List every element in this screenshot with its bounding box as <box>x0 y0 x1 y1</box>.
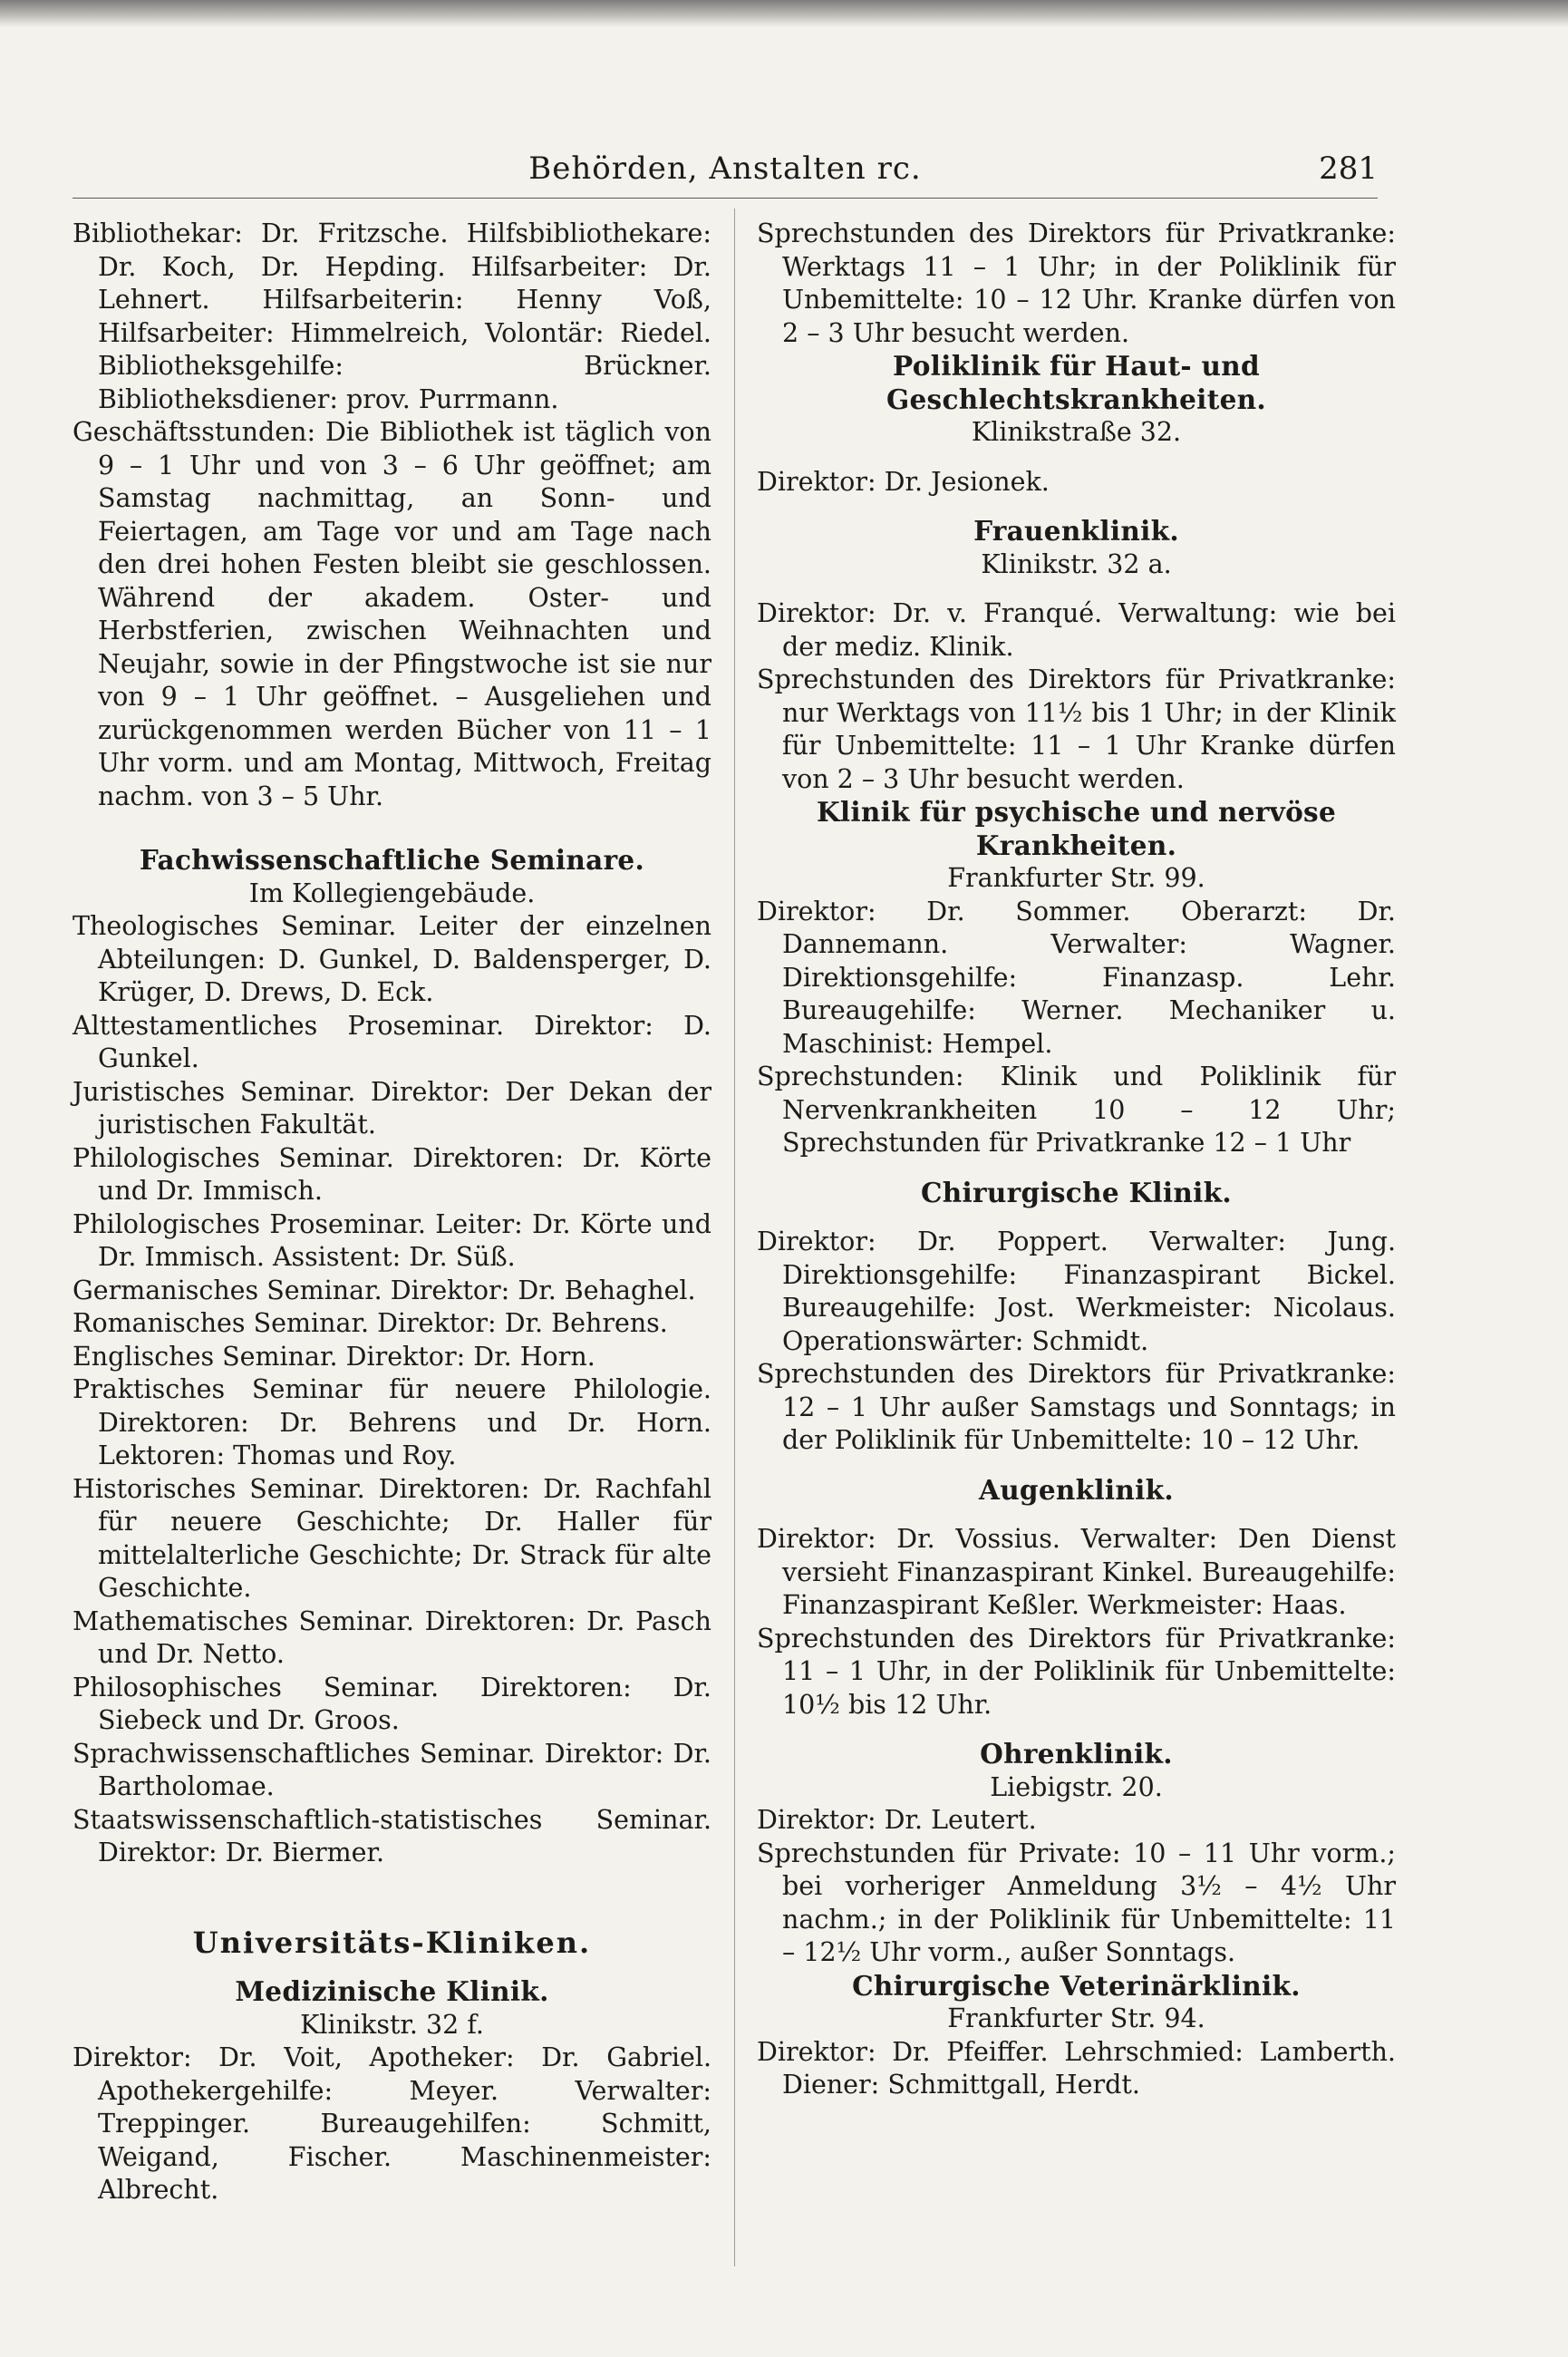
section-subheading-seminare: Im Kollegiengebäude. <box>248 878 536 908</box>
clinic-heading-haut: Poliklinik für Haut- und Geschlechtskrankheiten. <box>886 350 1267 415</box>
clinic-hours-paragraph: Sprechstunden: Klinik und Poliklinik für Nervenkrankheiten 10 – 12 Uhr; Sprechstunden für Privatkranke 12 – 1 Uhr <box>757 1062 1396 1158</box>
seminar-entry: Philologisches Proseminar. Leiter: Dr. Körte und Dr. Immisch. Assistent: Dr. Süß. <box>73 1208 711 1272</box>
clinic-hours-paragraph: Sprechstunden des Direktors für Privatkranke: nur Werktags von 11½ bis 1 Uhr; in der Klinik für Unbemittelte: 11 – 1 Uhr Kranke dürfen von 2 – 3 Uhr besucht werden. <box>757 664 1396 794</box>
right-column <box>757 218 1396 2102</box>
clinic-heading-chirurgische: Chirurgische Klinik. <box>921 1176 1232 1208</box>
page-top-edge <box>0 0 1568 27</box>
seminar-entry: Mathematisches Seminar. Direktoren: Dr. Pasch und Dr. Netto. <box>73 1605 711 1669</box>
clinic-staff-paragraph: Direktor: Dr. Vossius. Verwalter: Den Dienst versieht Finanzaspirant Kinkel. Bureaugehilfe: Finanzaspirant Keßler. Werkmeister: Haas. <box>757 1524 1396 1620</box>
clinic-hours-paragraph: Sprechstunden des Direktors für Privatkranke: 12 – 1 Uhr außer Samstags und Sonntags; in der Poliklinik für Unbemittelte: 10 – 12 Uhr. <box>757 1359 1396 1455</box>
clinic-address-haut: Klinikstraße 32. <box>971 417 1182 447</box>
left-column <box>73 218 711 2207</box>
clinic-heading-frauen: Frauenklinik. <box>973 515 1179 547</box>
seminar-entry: Alttestamentliches Proseminar. Direktor: D. Gunkel. <box>73 1010 711 1073</box>
seminar-entry: Germanisches Seminar. Direktor: Dr. Behaghel. <box>73 1275 696 1305</box>
clinic-address-ohren: Liebigstr. 20. <box>990 1771 1163 1802</box>
seminar-entry: Sprachwissenschaftliches Seminar. Direktor: Dr. Bartholomae. <box>73 1738 711 1801</box>
seminar-entry: Staatswissenschaftlich-statistisches Seminar. Direktor: Dr. Biermer. <box>73 1804 711 1867</box>
clinic-staff-paragraph: Direktor: Dr. Leutert. <box>757 1805 1037 1835</box>
clinic-staff-paragraph: Direktor: Dr. Jesionek. <box>757 466 1050 497</box>
seminar-entry: Juristisches Seminar. Direktor: Der Dekan der juristischen Fakultät. <box>73 1076 711 1140</box>
clinic-heading-ohren: Ohrenklinik. <box>980 1738 1173 1770</box>
page-number: 281 <box>1319 150 1378 187</box>
clinic-staff-paragraph: Direktor: Dr. Pfeiffer. Lehrschmied: Lamberth. Diener: Schmittgall, Herdt. <box>757 2036 1396 2100</box>
clinic-address-medizinische: Klinikstr. 32 f. <box>300 2009 484 2040</box>
page-header <box>73 145 1378 199</box>
clinic-staff-paragraph: Direktor: Dr. Poppert. Verwalter: Jung. Direktionsgehilfe: Finanzaspirant Bickel. Bureaugehilfe: Jost. Werkmeister: Nicolaus. Operationswärter: Schmidt. <box>757 1227 1396 1356</box>
clinic-hours-paragraph: Sprechstunden des Direktors für Privatkranke: Werktags 11 – 1 Uhr; in der Poliklinik für Unbemittelte: 10 – 12 Uhr. Kranke dürfen von 2 – 3 Uhr besucht werden. <box>757 218 1396 348</box>
clinic-address-veterinaer: Frankfurter Str. 94. <box>947 2003 1205 2033</box>
section-heading-kliniken: Universitäts-Kliniken. <box>192 1925 592 1960</box>
clinic-address-psych: Frankfurter Str. 99. <box>947 863 1205 893</box>
clinic-heading-psych: Klinik für psychische und nervöse Krankheiten. <box>816 796 1337 861</box>
clinic-staff-paragraph: Direktor: Dr. Voit, Apotheker: Dr. Gabriel. Apothekergehilfe: Meyer. Verwalter: Treppinger. Bureaugehilfen: Schmitt, Weigand, Fischer. Maschinenmeister: Albrecht. <box>73 2042 711 2205</box>
clinic-heading-medizinische: Medizinische Klinik. <box>235 1975 549 2007</box>
clinic-heading-augen: Augenklinik. <box>979 1473 1174 1506</box>
running-title: Behörden, Anstalten rc. <box>528 150 922 187</box>
seminar-entry: Theologisches Seminar. Leiter der einzelnen Abteilungen: D. Gunkel, D. Baldensperger, D. Krüger, D. Drews, D. Eck. <box>73 911 711 1007</box>
clinic-hours-paragraph: Sprechstunden des Direktors für Privatkranke: 11 – 1 Uhr, in der Poliklinik für Unbemittelte: 10½ bis 12 Uhr. <box>757 1623 1396 1720</box>
library-staff-paragraph: Bibliothekar: Dr. Fritzsche. Hilfsbibliothekare: Dr. Koch, Dr. Hepding. Hilfsarbeiter: Dr. Lehnert. Hilfsarbeiterin: Henny Voß, Hilfsarbeiter: Himmelreich, Volontär: Riedel. Bibliotheksgehilfe: Brückner. Bibliotheksdiener: prov. Purrmann. <box>73 218 711 414</box>
section-heading-seminare: Fachwissenschaftliche Seminare. <box>139 844 645 876</box>
clinic-staff-paragraph: Direktor: Dr. Sommer. Oberarzt: Dr. Dannemann. Verwalter: Wagner. Direktionsgehilfe: Finanzasp. Lehr. Bureaugehilfe: Werner. Mechaniker u. Maschinist: Hempel. <box>757 896 1396 1059</box>
clinic-hours-paragraph: Sprechstunden für Private: 10 – 11 Uhr vorm.; bei vorheriger Anmeldung 3½ – 4½ Uhr nachm.; in der Poliklinik für Unbemittelte: 11 – 12½ Uhr vorm., außer Sonntags. <box>757 1838 1396 1967</box>
seminar-entry: Praktisches Seminar für neuere Philologie. Direktoren: Dr. Behrens und Dr. Horn. Lektoren: Thomas und Roy. <box>73 1374 711 1470</box>
seminar-entry: Romanisches Seminar. Direktor: Dr. Behrens. <box>73 1308 668 1338</box>
column-divider <box>734 209 735 2266</box>
clinic-heading-veterinaer: Chirurgische Veterinärklinik. <box>852 1969 1301 2002</box>
clinic-staff-paragraph: Direktor: Dr. v. Franqué. Verwaltung: wie bei der mediz. Klinik. <box>757 598 1396 662</box>
seminar-entry: Philosophisches Seminar. Direktoren: Dr. Siebeck und Dr. Groos. <box>73 1672 711 1735</box>
seminar-entry: Philologisches Seminar. Direktoren: Dr. Körte und Dr. Immisch. <box>73 1142 711 1206</box>
seminar-entry: Englisches Seminar. Direktor: Dr. Horn. <box>73 1341 595 1372</box>
seminar-entry: Historisches Seminar. Direktoren: Dr. Rachfahl für neuere Geschichte; Dr. Haller für mittelalterliche Geschichte; Dr. Strack für alte Geschichte. <box>73 1473 711 1603</box>
clinic-address-frauen: Klinikstr. 32 a. <box>981 548 1172 579</box>
library-hours-paragraph: Geschäftsstunden: Die Bibliothek ist täglich von 9 – 1 Uhr und von 3 – 6 Uhr geöffnet; am Samstag nachmittag, an Sonn- und Feiertagen, am Tage vor und am Tage nach den drei hohen Festen bleibt sie geschlossen. Während der akadem. Oster- und Herbstferien, zwischen Weihnachten und Neujahr, sowie in der Pfingstwoche ist sie nur von 9 – 1 Uhr geöffnet. – Ausgeliehen und zurückgenommen werden Bücher von 11 – 1 Uhr vorm. und am Montag, Mittwoch, Freitag nachm. von 3 – 5 Uhr. <box>73 417 711 811</box>
